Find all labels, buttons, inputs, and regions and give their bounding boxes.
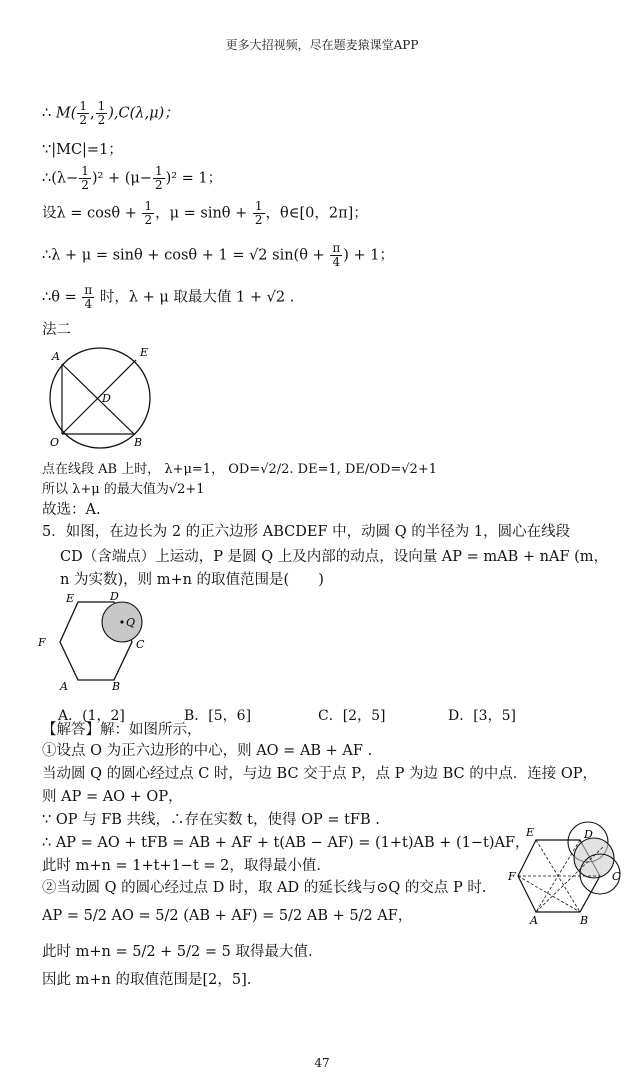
figure-circle-square (38, 342, 168, 454)
fig2-center-q (120, 620, 123, 623)
equation-line-5: ∴λ + μ = sinθ + cosθ + 1 = √2 sin(θ + $\frac{\pi}{4}$ ) + 1； (42, 241, 394, 270)
fig2-label-b: B (112, 680, 121, 693)
question-5-line-3: n 为实数)，则 m+n 的取值范围是( ) (60, 572, 324, 588)
page-header: 更多大招视频，尽在题麦猿课堂APP (225, 38, 419, 52)
fig1-line-oe (62, 360, 136, 434)
solution-line-8: ②当动圆 Q 的圆心经过点 D 时，取 AD 的延长线与⊙Q 的交点 P 时. (42, 880, 487, 896)
fig2-label-f: F (38, 636, 46, 649)
option-a: A．(1，2] (58, 708, 125, 724)
fig2-label-d: D (110, 590, 119, 603)
option-c: C．[2，5] (318, 708, 386, 724)
question-5-line-2: CD（含端点）上运动，P 是圆 Q 上及内部的动点，设向量 AP = mAB + nAF (m， (60, 549, 609, 565)
method-two-text-1: 点在线段 AB 上时， λ+μ=1， OD=√2/2. DE=1, DE/OD=√2+1 (42, 462, 437, 477)
fig2-label-q: Q (126, 616, 136, 629)
solution-line-5: ∵ OP 与 FB 共线，∴存在实数 t，使得 OP = tFB . (42, 812, 380, 828)
fig3-label-b: B (580, 914, 589, 927)
method-two-heading: 法二 (42, 322, 71, 338)
solution-line-9: AP = 5/2 AO = 5/2 (AB + AF) = 5/2 AB + 5/2 AF， (42, 908, 413, 924)
fig3-dash-1 (536, 846, 604, 912)
fig1-label-d: D (102, 392, 111, 405)
equation-line-6: ∴θ = $\frac{\pi}{4}$ 时，λ + μ 取最大值 1 + √2 . (42, 283, 295, 312)
solution-line-11: 因此 m+n 的取值范围是[2，5]. (42, 972, 252, 988)
option-d: D．[3，5] (448, 708, 516, 724)
solution-line-4: 则 AP = AO + OP， (42, 789, 183, 805)
fig1-label-b: B (134, 436, 143, 449)
answer-choice: 故选：A. (42, 502, 101, 518)
solution-line-7: 此时 m+n = 1+t+1−t = 2，取得最小值. (42, 858, 321, 874)
equation-line-3: ∴(λ− $\frac{1}{2}$ )² + (μ− $\frac{1}{2}$ )² = 1； (42, 164, 223, 193)
figure-hexagon (34, 590, 164, 694)
equation-line-2: ∵|MC|=1； (42, 142, 123, 158)
fig2-label-e: E (66, 592, 75, 605)
solution-line-10: 此时 m+n = 5/2 + 5/2 = 5 取得最大值. (42, 944, 313, 960)
figure-hexagon-solution (508, 820, 638, 930)
option-b: B．[5，6] (184, 708, 252, 724)
fig1-label-o: O (50, 436, 60, 449)
method-two-text-2: 所以 λ+μ 的最大值为√2+1 (42, 482, 205, 497)
fig1-label-a: A (52, 350, 60, 363)
equation-line-1: ∴ M( $\frac{1}{2}$ , $\frac{1}{2}$ ),C(λ,μ)； (42, 99, 179, 128)
fig1-circle (50, 348, 150, 448)
fig3-label-e: E (526, 826, 535, 839)
equation-line-4: 设λ = cosθ + $\frac{1}{2}$ ，μ = sinθ + $\frac{1}{2}$ ，θ∈[0，2π]； (42, 199, 368, 228)
fig3-label-a: A (530, 914, 538, 927)
question-5-line-1: 5．如图，在边长为 2 的正六边形 ABCDEF 中，动圆 Q 的半径为 1，圆心在线段 (42, 524, 571, 540)
fig2-label-c: C (136, 638, 145, 651)
solution-line-6: ∴ AP = AO + tFB = AB + AF + t(AB − AF) = (1+t)AB + (1−t)AF， (42, 835, 530, 851)
fig1-label-e: E (140, 346, 149, 359)
fig3-label-f: F (508, 870, 516, 883)
solution-heading: 【解答】解：如图所示， (42, 722, 202, 738)
fig3-label-c: C (612, 870, 621, 883)
page-number: 47 (314, 1056, 330, 1070)
solution-line-3: 当动圆 Q 的圆心经过点 C 时，与边 BC 交于点 P，点 P 为边 BC 的中点．连接 OP， (42, 766, 597, 782)
fig2-label-a: A (60, 680, 68, 693)
fig3-label-d: D (584, 828, 593, 841)
solution-line-2: ①设点 O 为正六边形的中心，则 AO = AB + AF . (42, 743, 373, 759)
